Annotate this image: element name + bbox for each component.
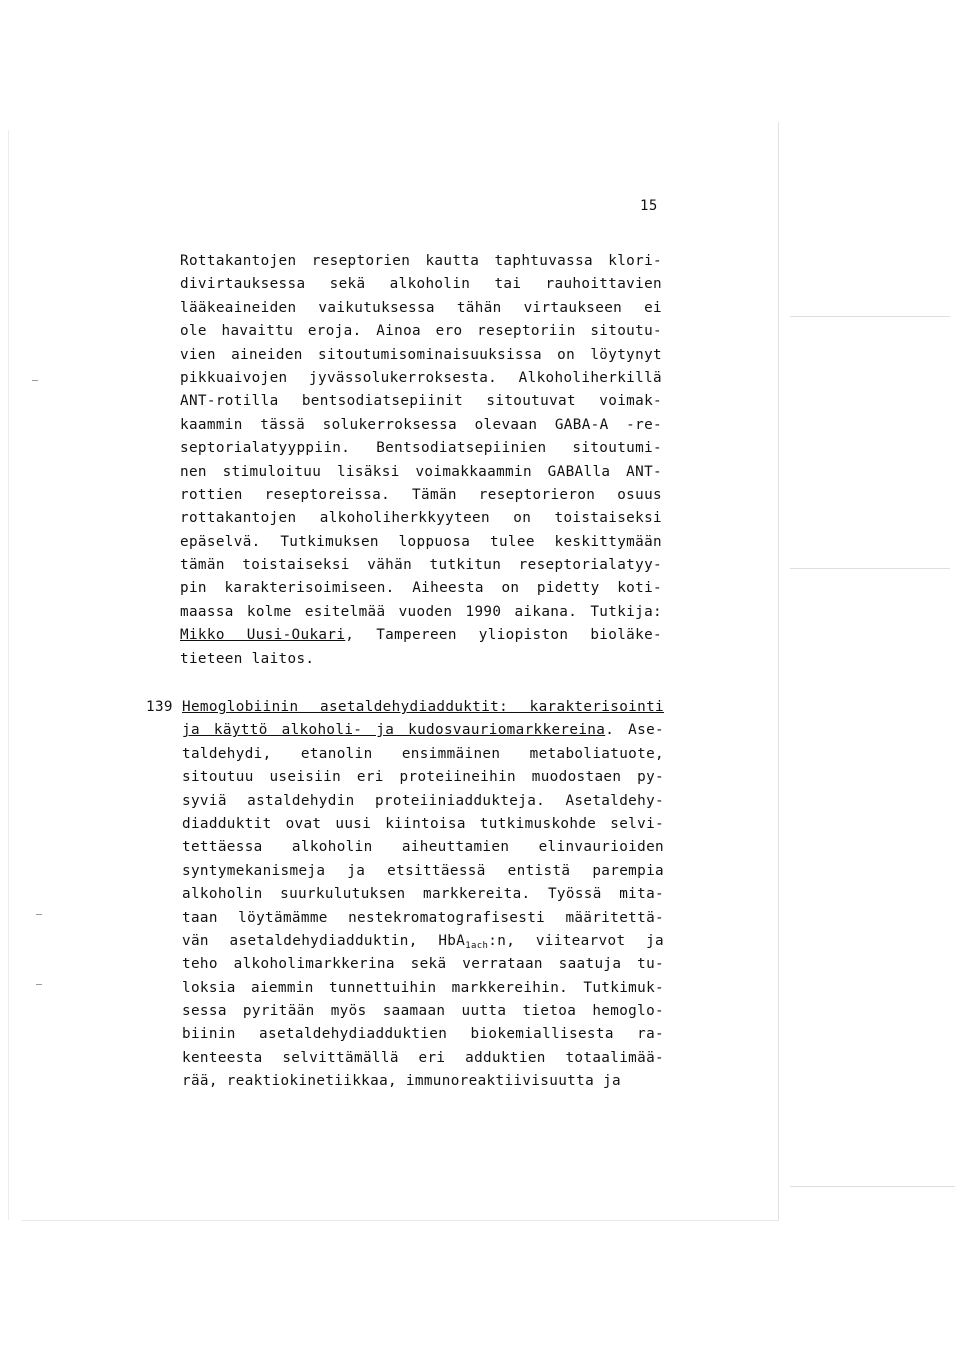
researcher-affiliation: , Tampereen yliopiston bioläke- <box>345 627 663 644</box>
text-line: teho alkoholimarkkerina sekä verrataan saatuja tu- <box>182 956 664 973</box>
text-fragment: . Ase- <box>605 722 664 739</box>
text-line: biinin asetaldehydiadduktien biokemiallisesta ra- <box>182 1026 664 1043</box>
text-fragment: :n, viitearvot ja <box>488 932 664 949</box>
text-line: maassa kolme esitelmää vuoden 1990 aikana. Tutkija: <box>180 603 662 620</box>
entry-title: Hemoglobiinin asetaldehydiadduktit: karakterisointi <box>182 699 664 715</box>
scan-edge <box>8 130 9 1220</box>
entry-title-line <box>182 719 664 742</box>
text-line: rottien reseptoreissa. Tämän reseptorieron osuus <box>180 486 662 503</box>
paragraph-reseptorit <box>180 250 662 671</box>
text-fragment: vän asetaldehydiadduktin, HbA <box>182 932 466 949</box>
page-number: 15 <box>640 198 658 214</box>
text-line: ANT-rotilla bentsodiatsepiinit sitoutuvat voimak- <box>180 393 662 410</box>
scan-speck <box>36 914 42 915</box>
hba-subscript: 1ach <box>465 940 489 951</box>
text-line: syntymekanismeja ja etsittäessä entistä parempia <box>182 862 664 879</box>
scan-rule <box>790 316 950 317</box>
text-line: rottakantojen alkoholiherkkyyteen on toistaiseksi <box>180 510 662 527</box>
text-line: tieteen laitos. <box>180 650 315 667</box>
text-line: epäselvä. Tutkimuksen loppuosa tulee keskittymään <box>180 533 662 550</box>
text-line: rää, reaktiokinetiikkaa, immunoreaktiivisuutta ja <box>182 1073 621 1090</box>
text-line: pikkuaivojen jyvässolukerroksesta. Alkoholiherkillä <box>180 369 662 386</box>
entry-title: ja käyttö alkoholi- ja kudosvauriomarkkereina <box>182 722 606 739</box>
text-line: nen stimuloituu lisäksi voimakkaammin GABAlla ANT- <box>180 463 662 480</box>
text-line: septorialatyyppiin. Bentsodiatsepiinien sitoutumi- <box>180 440 662 457</box>
text-line: ole havaittu eroja. Ainoa ero reseptoriin sitoutu- <box>180 323 662 340</box>
scan-rule <box>790 1186 955 1187</box>
entry-title-line <box>182 696 664 719</box>
text-line: pin karakterisoimiseen. Aiheesta on pidetty koti- <box>180 580 662 597</box>
entry-number: 139 <box>146 699 173 715</box>
text-line: divirtauksessa sekä alkoholin tai rauhoittavien <box>180 276 662 293</box>
text-line: taldehydi, etanolin ensimmäinen metaboliatuote, <box>182 745 664 762</box>
text-line: tettäessa alkoholin aiheuttamien elinvaurioiden <box>182 839 664 856</box>
paragraph-hemoglobiini <box>182 696 664 1094</box>
text-line: lääkeaineiden vaikutuksessa tähän virtaukseen ei <box>180 299 662 316</box>
scan-speck <box>32 380 38 381</box>
text-line: diadduktit ovat uusi kiintoisa tutkimuskohde selvi- <box>182 815 664 832</box>
researcher-name: Mikko Uusi-Oukari <box>180 627 346 644</box>
text-line: sitoutuu useisiin eri proteiineihin muodostaen py- <box>182 769 664 786</box>
text-line: taan löytämämme nestekromatografisesti määritettä- <box>182 909 664 926</box>
text-line: alkoholin suurkulutuksen markkereita. Työssä mita- <box>182 886 664 903</box>
researcher-line <box>180 624 662 647</box>
text-line: Rottakantojen reseptorien kautta taphtuvassa klori- <box>180 253 662 269</box>
text-line: vien aineiden sitoutumisominaisuuksissa on löytynyt <box>180 346 662 363</box>
text-line: kenteesta selvittämällä eri adduktien totaalimää- <box>182 1049 664 1066</box>
scan-rule <box>790 568 950 569</box>
text-line: loksia aiemmin tunnettuihin markkereihin. Tutkimuk- <box>182 979 664 996</box>
text-line: kaammin tässä solukerroksessa olevaan GABA-A -re- <box>180 416 662 433</box>
scan-speck <box>36 984 42 985</box>
text-line: sessa pyritään myös saamaan uutta tietoa hemoglo- <box>182 1003 664 1020</box>
text-line: syviä astaldehydin proteiiniadduktejа. Asetaldehy- <box>182 792 664 809</box>
text-line: tämän toistaiseksi vähän tutkitun reseptorialatyy- <box>180 557 662 574</box>
hba-line <box>182 930 664 953</box>
